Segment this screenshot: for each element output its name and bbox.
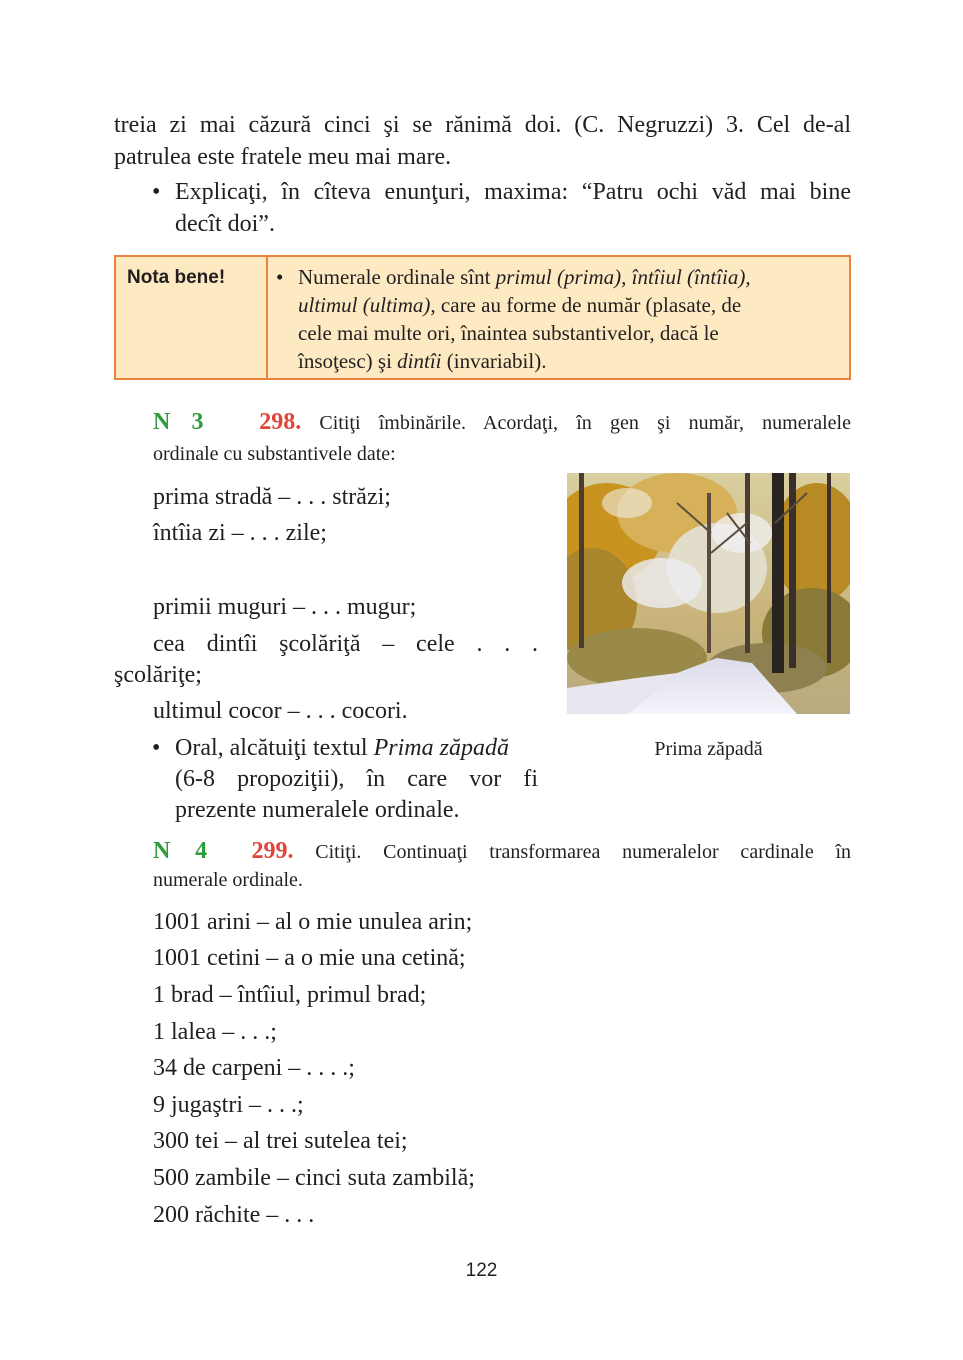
intro-bullet-line-1: Explicaţi, în cîteva enunţuri, maxima: “Patru ochi văd mai bine bbox=[175, 179, 851, 205]
ex299-item: 200 răchite – . . . bbox=[153, 1202, 315, 1228]
nota-bene-text-part: (invariabil). bbox=[441, 349, 547, 373]
ex298-item: prima stradă – . . . străzi; bbox=[153, 484, 391, 510]
exercise-number: 298. bbox=[259, 409, 302, 435]
ex298-item: cea dintîi şcolăriţă – cele . . . bbox=[153, 631, 538, 657]
ex298-bullet-text: Oral, alcătuiţi textul bbox=[175, 735, 374, 761]
intro-line-2: patrulea este fratele meu mai mare. bbox=[114, 144, 452, 170]
bullet-marker: • bbox=[152, 735, 161, 761]
nota-bene-label: Nota bene! bbox=[127, 267, 226, 288]
exercise-299-instruction-2: numerale ordinale. bbox=[153, 869, 303, 891]
ex298-bullet-line-3: prezente numeralele ordinale. bbox=[175, 797, 460, 823]
nota-bene-bullet: • bbox=[276, 265, 284, 289]
page-number: 122 bbox=[465, 1260, 498, 1281]
nota-bene-text-part: care au forme de număr (plasate, de bbox=[435, 293, 742, 317]
photo-caption: Prima zăpadă bbox=[654, 738, 763, 760]
ex298-bullet-line-2: (6-8 propoziţii), în care vor fi bbox=[175, 766, 538, 792]
bullet-marker: • bbox=[152, 179, 161, 205]
ex298-bullet-italic: Prima zăpadă bbox=[373, 735, 509, 761]
ex299-item: 300 tei – al trei sutelea tei; bbox=[153, 1128, 408, 1154]
ex299-item: 1001 cetini – a o mie una cetină; bbox=[153, 945, 466, 971]
nota-bene-italic-term: ultimul (ultima), bbox=[298, 293, 436, 317]
ex299-item: 34 de carpeni – . . . .; bbox=[153, 1055, 355, 1081]
ex298-item: şcolăriţe; bbox=[114, 662, 202, 688]
nota-bene-text-part: Numerale ordinale sînt bbox=[298, 265, 496, 289]
nota-bene-label-cell bbox=[116, 257, 268, 378]
nota-bene-italic-term: dintîi bbox=[397, 349, 442, 373]
exercise-299-header bbox=[153, 837, 851, 867]
snowy-forest-photo bbox=[567, 473, 850, 714]
exercise-instruction: Citiţi. Continuaţi transformarea numeralelor cardinale în bbox=[315, 841, 852, 863]
exercise-number: 299. bbox=[251, 838, 294, 864]
ex299-item: 9 jugaştri – . . .; bbox=[153, 1092, 304, 1118]
nota-bene-italic-term: primul (prima), întîiul (întîia), bbox=[495, 265, 751, 289]
nota-bene-text-part: însoţesc) şi bbox=[298, 349, 398, 373]
ex298-item: întîia zi – . . . zile; bbox=[153, 520, 327, 546]
exercise-298-instruction-2: ordinale cu substantivele date: bbox=[153, 443, 396, 465]
intro-line-1: treia zi mai căzură cinci şi se rănimă doi. (C. Negruzzi) 3. Cel de-al bbox=[114, 112, 851, 138]
exercise-tag: N 4 bbox=[153, 838, 209, 864]
ex298-bullet-line-1 bbox=[175, 731, 509, 765]
nota-bene-text-part: cele mai multe ori, înaintea substantivelor, dacă le bbox=[298, 321, 719, 345]
exercise-298-header bbox=[153, 408, 851, 438]
intro-bullet-line-2: decît doi”. bbox=[175, 211, 275, 237]
ex298-item: ultimul cocor – . . . cocori. bbox=[153, 698, 408, 724]
exercise-instruction: Citiţi îmbinările. Acordaţi, în gen şi număr, numeralele bbox=[319, 412, 851, 434]
nota-bene-box bbox=[114, 255, 851, 380]
ex299-item: 500 zambile – cinci suta zambilă; bbox=[153, 1165, 475, 1191]
ex299-item: 1001 arini – al o mie unulea arin; bbox=[153, 909, 473, 935]
ex298-item: primii muguri – . . . mugur; bbox=[153, 594, 417, 620]
nota-bene-text bbox=[298, 263, 838, 375]
exercise-tag: N 3 bbox=[153, 409, 205, 435]
ex299-item: 1 lalea – . . .; bbox=[153, 1019, 277, 1045]
ex299-item: 1 brad – întîiul, primul brad; bbox=[153, 982, 427, 1008]
